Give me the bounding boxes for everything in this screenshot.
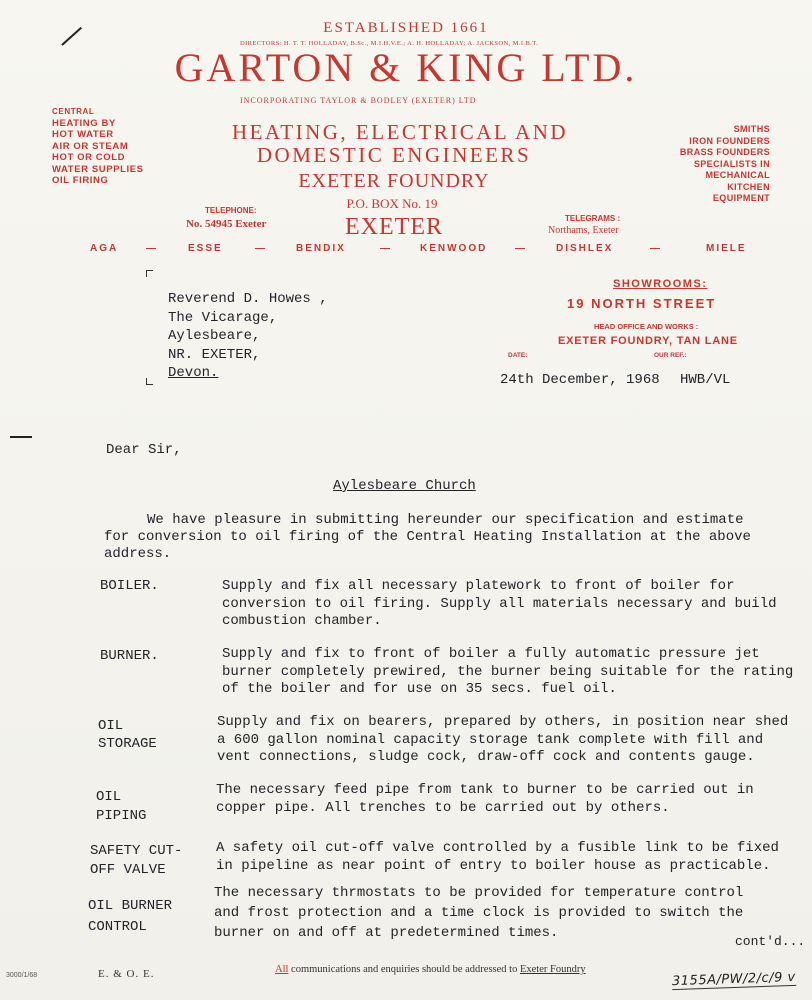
right-service-line: BRASS FOUNDERS <box>679 147 770 157</box>
directors-line: DIRECTORS: H. T. T. HOLLADAY, B.Sc., M.I.H.V.E.; A. H. HOLLADAY; A. JACKSON, M.I.B.T. <box>240 40 539 47</box>
section-line: vent connections, sludge cock, draw-off cock and contents gauge. <box>217 749 755 765</box>
po-box: P.O. BOX No. 19 <box>346 196 438 211</box>
section-heading-safety-valve <box>90 842 182 880</box>
left-service-line: CENTRAL <box>52 107 95 116</box>
section-heading-line: BOILER. <box>100 578 159 594</box>
handwritten-reference: 3155A/PW/2/c/9 v <box>671 969 796 990</box>
eoe-mark: E. & O. E. <box>98 968 155 980</box>
section-heading-oil-storage <box>98 717 157 753</box>
right-service-line: MECHANICAL <box>705 170 770 180</box>
section-line: Supply and fix to front of boiler a fully automatic pressure jet <box>222 646 760 662</box>
section-heading-oil-piping <box>96 788 146 826</box>
section-heading-line: SAFETY CUT- <box>90 843 183 859</box>
address-line: Devon. <box>168 365 219 381</box>
telegrams-value: Northams, Exeter <box>548 225 619 236</box>
left-services <box>52 106 157 187</box>
section-line: a 600 gallon nominal capacity storage tank complete with fill and <box>217 731 764 748</box>
our-ref-label: OUR REF.: <box>654 352 687 359</box>
brand-dash: — <box>255 243 267 254</box>
window-corner-bl <box>146 378 153 385</box>
brand-dash: — <box>380 243 392 254</box>
head-office-address: EXETER FOUNDRY, TAN LANE <box>558 335 738 347</box>
section-line: of the boiler and for use on 35 secs. fuel oil. <box>222 681 617 697</box>
section-line: and frost protection and a time clock is provided to switch the <box>214 905 744 921</box>
section-heading-line: OIL <box>96 789 122 805</box>
letter-date: 24th December, 1968 <box>500 372 660 388</box>
section-line: Supply and fix on bearers, prepared by others, in position near shed <box>217 714 789 730</box>
footer-note-destination: Exeter Foundry <box>519 964 586 975</box>
right-service-line: KITCHEN <box>727 181 770 192</box>
established-line: ESTABLISHED 1661 <box>323 20 489 36</box>
section-text-burner-control <box>214 883 743 943</box>
showrooms-address: 19 NORTH STREET <box>567 296 717 311</box>
window-corner-tl <box>146 270 153 277</box>
head-office-label: HEAD OFFICE AND WORKS : <box>594 322 699 331</box>
left-service-line: HOT OR COLD <box>52 152 126 163</box>
section-line: A safety oil cut-off valve controlled by a fusible link to be fixed <box>216 840 779 856</box>
section-text-oil-storage <box>217 714 788 767</box>
section-line: burner on and off at predetermined times. <box>214 925 559 941</box>
left-service-line: HOT WATER <box>52 129 114 140</box>
brand-name: ESSE <box>188 243 223 254</box>
city-name: EXETER <box>345 214 443 240</box>
brand-name: MIELE <box>706 243 747 254</box>
section-line: combustion chamber. <box>222 613 382 629</box>
left-service-line: HEATING BY <box>52 117 116 129</box>
date-label: DATE: <box>508 352 528 359</box>
foundry-name: EXETER FOUNDRY <box>298 170 490 192</box>
right-service-line: SPECIALISTS IN <box>693 158 770 169</box>
section-text-oil-piping <box>216 781 754 817</box>
letter-reference: HWB/VL <box>680 372 731 388</box>
section-heading-boiler <box>100 578 159 595</box>
section-heading-burner <box>100 648 159 665</box>
fold-mark <box>10 436 32 438</box>
section-line: copper pipe. All trenches to be carried out by others. <box>216 800 670 816</box>
incorporating-line: INCORPORATING TAYLOR & BODLEY (EXETER) LTD <box>240 96 477 105</box>
address-line: NR. EXETER, <box>168 346 261 363</box>
intro-line: for conversion to oil firing of the Central Heating Installation at the above <box>104 529 751 545</box>
brand-name: KENWOOD <box>420 243 488 254</box>
right-service-line: IRON FOUNDERS <box>689 135 770 146</box>
section-line: in pipeline as near point of entry to boiler house as practicable. <box>216 858 771 874</box>
telegrams-label: TELEGRAMS : <box>565 214 621 223</box>
salutation: Dear Sir, <box>106 442 182 458</box>
company-name: GARTON & KING LTD. <box>174 45 638 90</box>
section-heading-line: CONTROL <box>88 919 147 935</box>
right-service-line: SMITHS <box>733 124 770 134</box>
footer-note <box>275 964 586 975</box>
section-line: The necessary thrmostats to be provided for temperature control <box>214 885 744 901</box>
brand-dash: — <box>515 243 527 254</box>
services-line-1: HEATING, ELECTRICAL AND <box>231 120 569 144</box>
telephone-label: TELEPHONE: <box>205 206 257 215</box>
subject-heading: Aylesbeare Church <box>333 478 476 494</box>
right-services <box>660 124 770 205</box>
section-line: conversion to oil firing. Supply all materials necessary and build <box>222 595 777 612</box>
services-line-2: DOMESTIC ENGINEERS <box>256 143 532 167</box>
footer-note-all: All <box>275 964 289 975</box>
telephone-number: No. 54945 Exeter <box>186 218 267 230</box>
brand-dash: — <box>650 243 662 254</box>
section-text-boiler <box>222 578 777 631</box>
address-line: Reverend D. Howes , <box>168 291 328 307</box>
intro-line: address. <box>104 546 172 562</box>
section-heading-line: PIPING <box>96 808 147 824</box>
section-heading-line: OIL <box>98 718 124 734</box>
continued-marker: cont'd... <box>735 934 806 949</box>
section-line: The necessary feed pipe from tank to burner to be carried out in <box>216 782 754 798</box>
section-heading-line: OFF VALVE <box>90 862 166 878</box>
section-heading-line: BURNER. <box>100 648 159 664</box>
address-line: The Vicarage, <box>168 309 278 326</box>
brands-row <box>0 243 812 259</box>
intro-line: We have pleasure in submitting hereunder our specification and estimate <box>147 512 744 528</box>
section-heading-burner-control <box>88 896 172 938</box>
section-heading-line: STORAGE <box>98 736 157 752</box>
left-service-line: OIL FIRING <box>52 175 109 186</box>
intro-paragraph <box>104 512 751 563</box>
footer-note-text: communications and enquiries should be addressed to <box>291 964 518 975</box>
section-line: Supply and fix all necessary platework to front of boiler for <box>222 578 735 594</box>
brand-name: DISHLEX <box>556 243 614 254</box>
left-service-line: WATER SUPPLIES <box>52 163 144 175</box>
form-code: 3000/1/68 <box>6 972 38 979</box>
left-service-line: AIR OR STEAM <box>52 140 129 152</box>
brand-name: AGA <box>90 243 119 254</box>
section-text-safety-valve <box>216 839 779 875</box>
brand-dash: — <box>146 243 158 254</box>
recipient-address <box>168 290 328 383</box>
section-heading-line: OIL BURNER <box>88 898 173 914</box>
right-service-line: EQUIPMENT <box>712 193 770 203</box>
brand-name: BENDIX <box>296 243 346 254</box>
showrooms-label: SHOWROOMS: <box>613 278 708 290</box>
address-line: Aylesbeare, <box>168 328 261 344</box>
section-line: burner completely prewired, the burner being suitable for the rating <box>222 663 794 680</box>
section-text-burner <box>222 646 793 699</box>
